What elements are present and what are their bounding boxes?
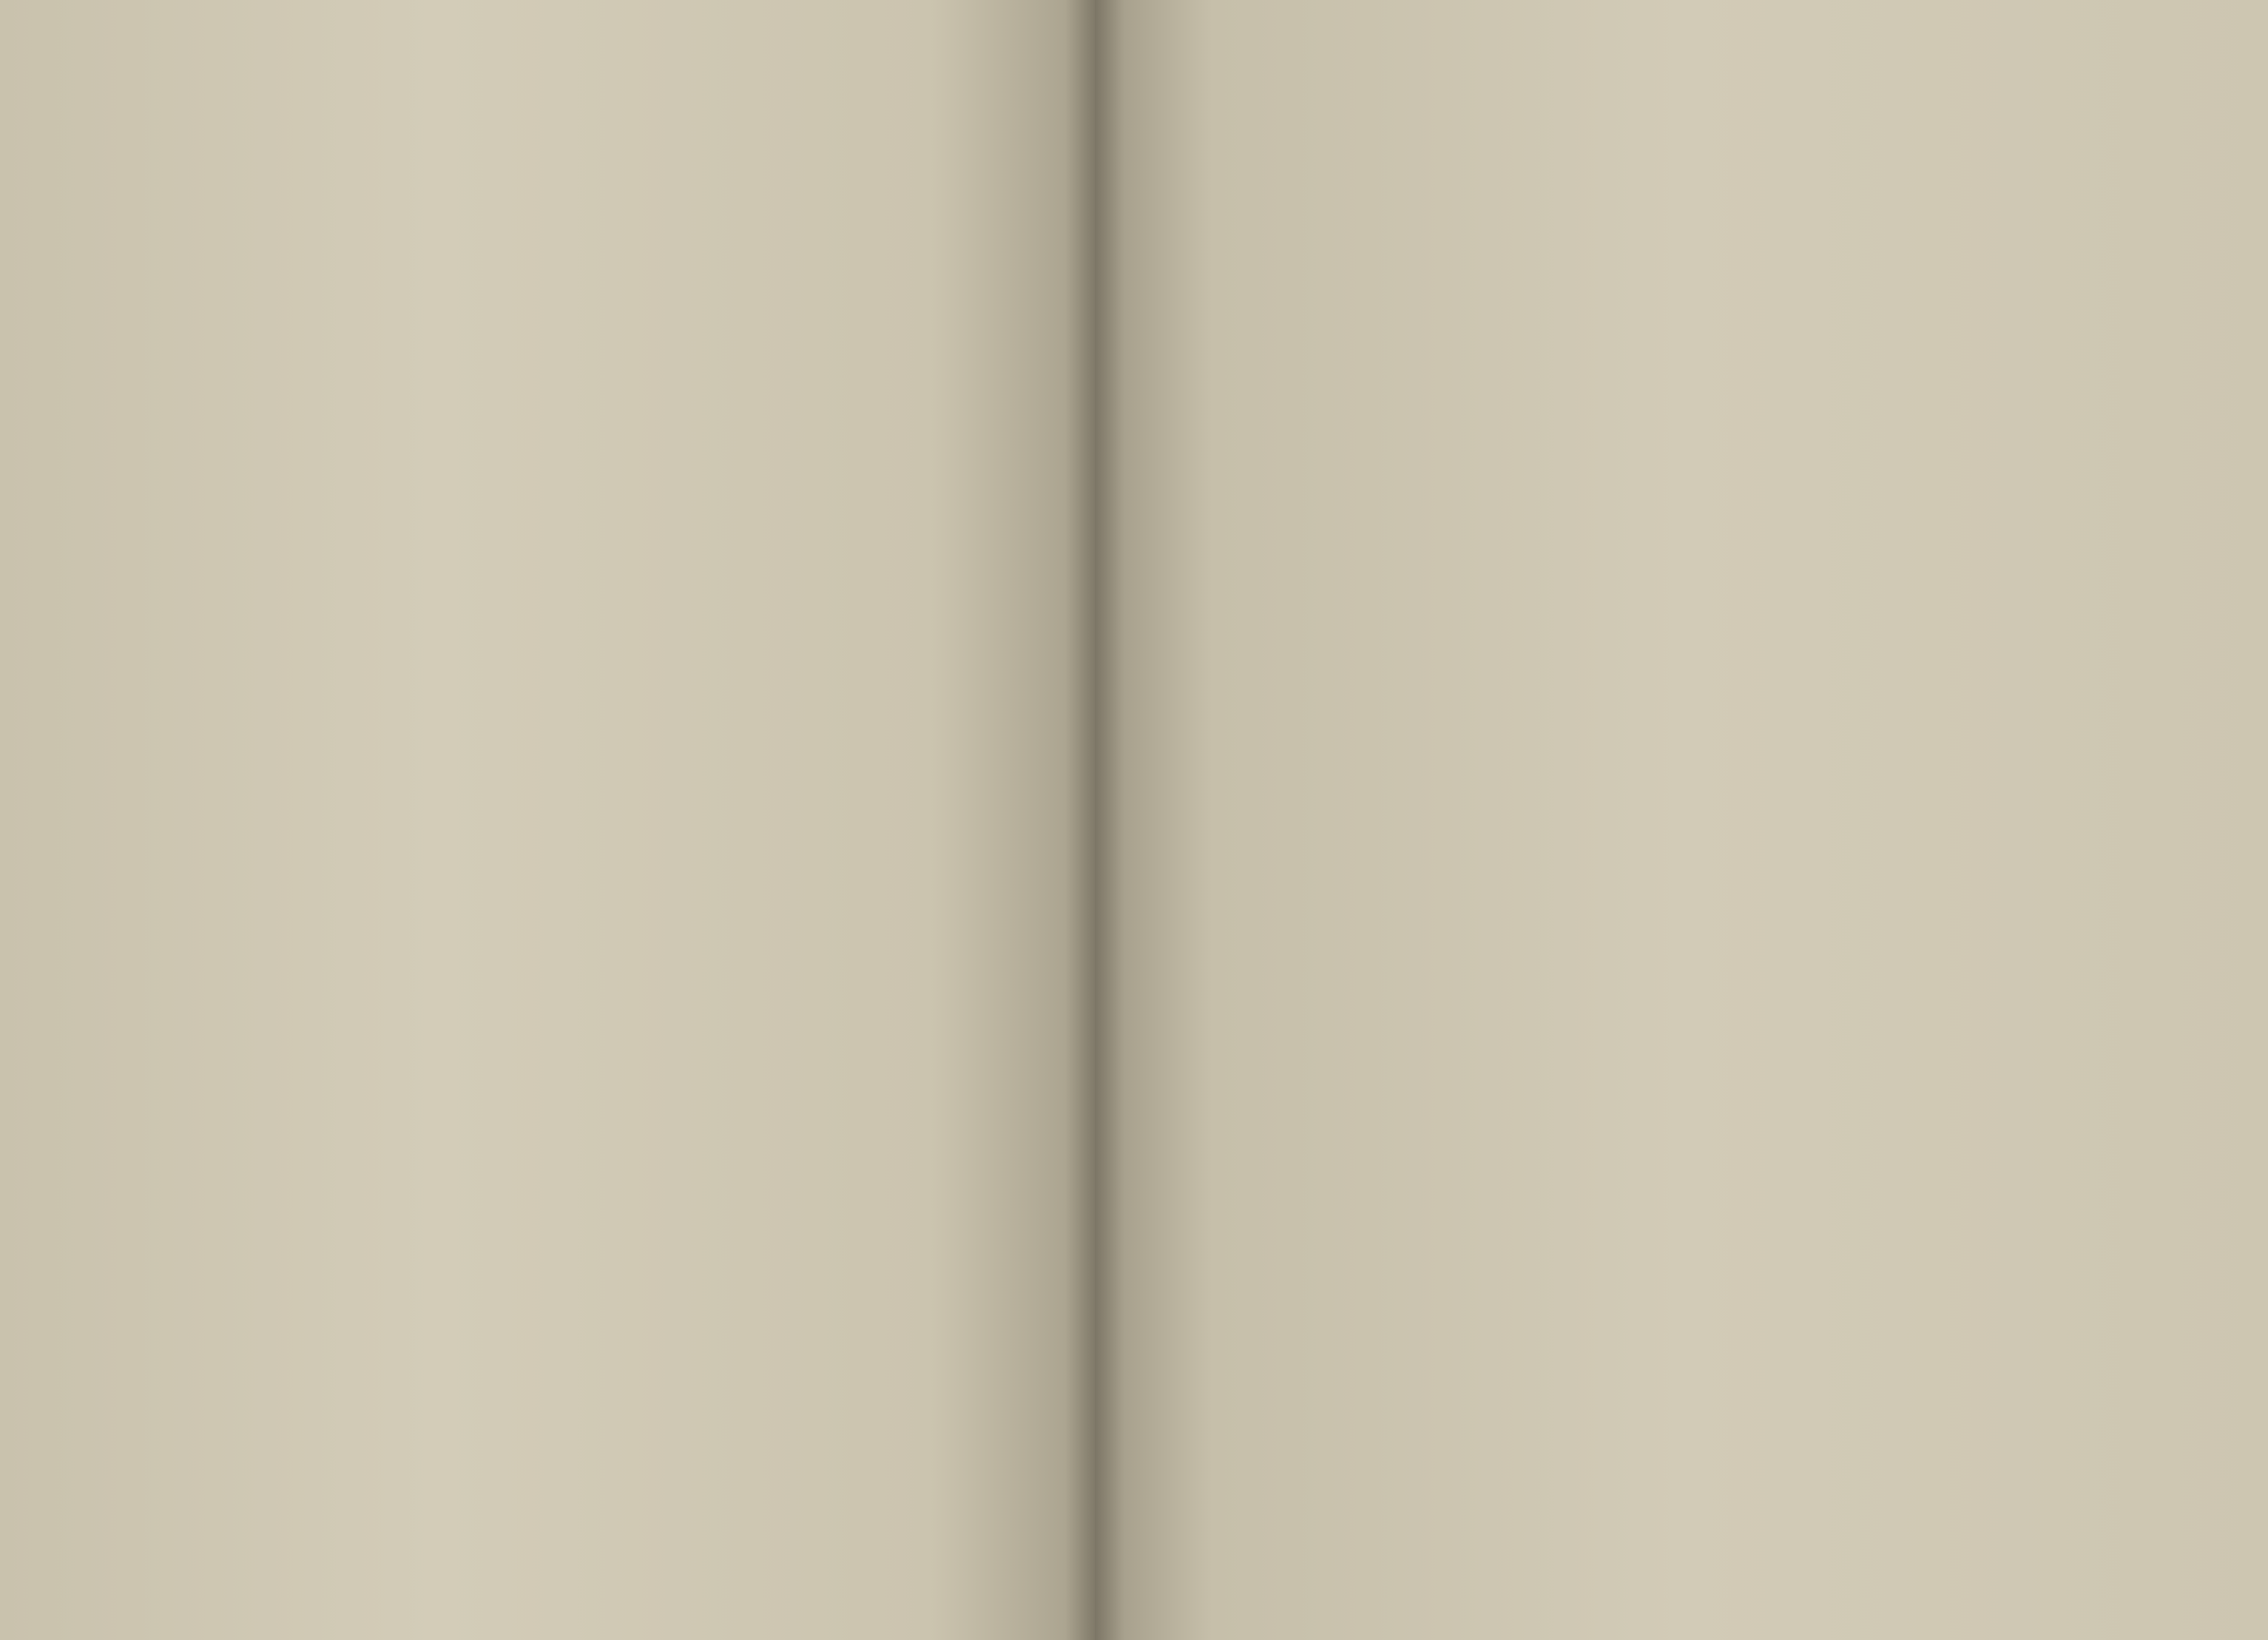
left-page [0,0,1095,1640]
book-gutter [1065,0,1124,1640]
right-page [1095,0,2268,1640]
